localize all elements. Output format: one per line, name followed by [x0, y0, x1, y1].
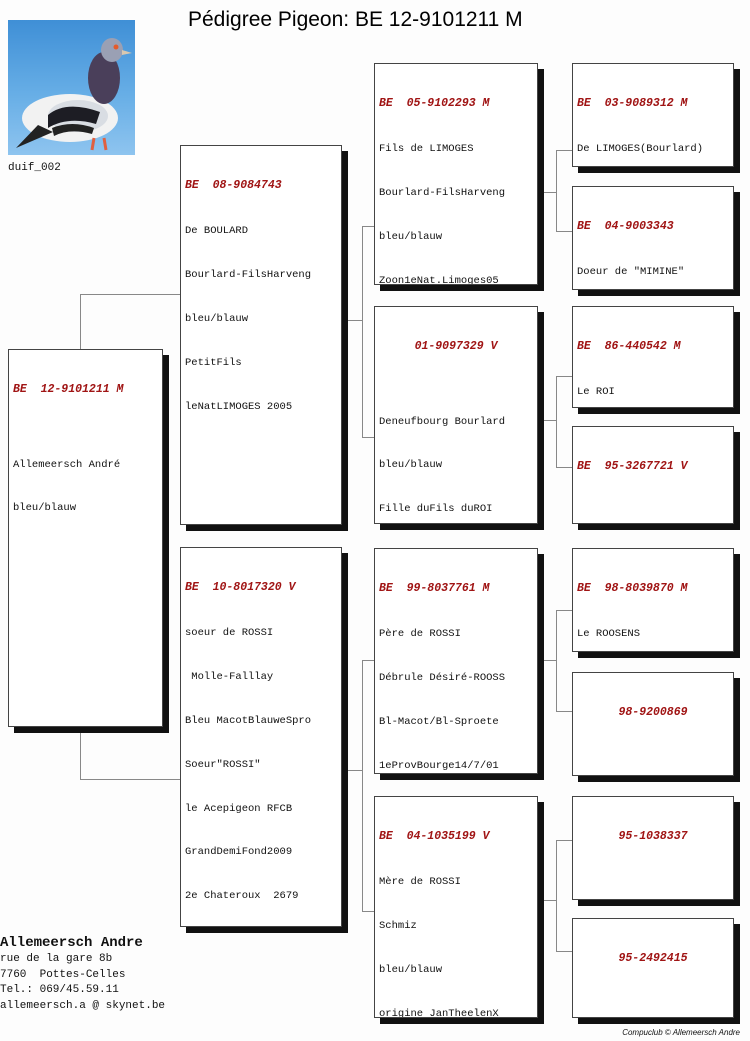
card-line: Bl-Macot/Bl-Sproete	[379, 715, 499, 728]
card-line: Soeur"ROSSI"	[185, 758, 261, 771]
pedigree-card-mff[interactable]	[572, 548, 734, 652]
card-line: Fille duFils duROI	[379, 503, 493, 516]
card-line: Le ROI	[577, 386, 615, 399]
connector	[556, 610, 573, 712]
card-line: Mère de ROSSI	[379, 876, 461, 889]
ring-number: BE 99-8037761 M	[379, 582, 490, 596]
card-line: le Acepigeon RFCB	[185, 802, 293, 815]
ring-number: BE 86-440542 M	[577, 340, 681, 354]
ring-number: BE 05-9102293 M	[379, 97, 490, 111]
card-line: Zoon1eNat.Limoges05	[379, 274, 499, 285]
ring-number: BE 12-9101211 M	[13, 383, 124, 397]
card-line: Père de ROSSI	[379, 628, 461, 641]
ring-number: BE 04-9003343	[577, 220, 674, 234]
page-title: Pédigree Pigeon: BE 12-9101211 M	[188, 8, 523, 31]
pigeon-image	[8, 20, 135, 155]
card-line: leNatLIMOGES 2005	[185, 400, 293, 413]
connector	[556, 376, 573, 468]
card-line: GrandDemiFond2009	[185, 846, 293, 859]
card-line: Bourlard-FilsHarveng	[379, 187, 506, 200]
card-line: bleu/blauw	[379, 459, 443, 472]
pedigree-card-fff[interactable]	[572, 63, 734, 167]
card-line: Deneufbourg Bourlard	[379, 415, 506, 428]
connector	[342, 320, 362, 321]
card-line: bleu/blauw	[13, 502, 77, 515]
pedigree-card-subject[interactable]	[8, 349, 163, 727]
card-line: De BOULARD	[185, 225, 249, 238]
pedigree-card-paternal-grandmother[interactable]	[374, 306, 538, 524]
pedigree-card-paternal-grandfather[interactable]	[374, 63, 538, 285]
ring-number: BE 03-9089312 M	[577, 97, 688, 111]
card-line: Schmiz	[379, 920, 417, 933]
card-line: soeur de ROSSI	[185, 627, 274, 640]
ring-number: 01-9097329 V	[414, 340, 498, 354]
owner-name: Allemeersch Andre	[0, 935, 143, 951]
connector	[556, 840, 573, 952]
card-line: bleu/blauw	[185, 312, 249, 325]
owner-email[interactable]: allemeersch.a @ skynet.be	[0, 999, 166, 1012]
ring-number: 95-2492415	[618, 952, 688, 966]
pedigree-card-mfm[interactable]	[572, 672, 734, 776]
ring-number: BE 98-8039870 M	[577, 582, 688, 596]
pedigree-card-maternal-grandfather[interactable]	[374, 548, 538, 774]
pedigree-card-mmf[interactable]	[572, 796, 734, 900]
card-line: Molle-Falllay	[185, 671, 274, 684]
connector	[538, 660, 556, 661]
ring-number: BE 95-3267721 V	[577, 460, 688, 474]
card-line: 1eProvBourge14/7/01	[379, 759, 499, 772]
connector	[342, 770, 362, 771]
pigeon-photo	[8, 20, 135, 155]
card-line: Allemeersch André	[13, 458, 121, 471]
ring-number: 98-9200869	[618, 706, 688, 720]
owner-info	[0, 934, 165, 1014]
pedigree-card-father[interactable]	[180, 145, 342, 525]
card-line: bleu/blauw	[379, 230, 443, 243]
pedigree-card-ffm[interactable]	[572, 186, 734, 290]
card-line: bleu/blauw	[379, 963, 443, 976]
card-line: Bleu MacotBlauweSpro	[185, 714, 312, 727]
pedigree-card-fmf[interactable]	[572, 306, 734, 408]
owner-phone: Tel.: 069/45.59.11	[0, 984, 119, 997]
card-line: Débrule Désiré-ROOSS	[379, 672, 506, 685]
card-line: origine JanTheelenX	[379, 1007, 499, 1018]
connector	[538, 420, 556, 421]
photo-caption: duif_002	[8, 162, 61, 174]
pedigree-card-mother[interactable]	[180, 547, 342, 927]
connector	[80, 294, 181, 350]
card-line: Bourlard-FilsHarveng	[185, 269, 312, 282]
pedigree-card-fmm[interactable]	[572, 426, 734, 524]
card-line: 2e Chateroux 2679	[185, 890, 299, 903]
card-line: Le ROOSENS	[577, 628, 641, 641]
connector	[538, 192, 556, 193]
connector	[538, 900, 556, 901]
connector	[80, 727, 181, 780]
card-line: Fils de LIMOGES	[379, 143, 474, 156]
ring-number: 95-1038337	[618, 830, 688, 844]
ring-number: BE 08-9084743	[185, 179, 282, 193]
ring-number: BE 10-8017320 V	[185, 581, 296, 595]
connector	[556, 150, 573, 232]
pedigree-card-mmm[interactable]	[572, 918, 734, 1018]
ring-number: BE 04-1035199 V	[379, 830, 490, 844]
owner-address-city: 7760 Pottes-Celles	[0, 968, 126, 981]
copyright-footer: Compuclub © Allemeersch Andre	[622, 1028, 740, 1037]
card-line: PetitFils	[185, 356, 242, 369]
pedigree-card-maternal-grandmother[interactable]	[374, 796, 538, 1018]
card-line: Doeur de "MIMINE"	[577, 266, 685, 279]
owner-address-street: rue de la gare 8b	[0, 953, 113, 965]
card-line: De LIMOGES(Bourlard)	[577, 143, 704, 156]
